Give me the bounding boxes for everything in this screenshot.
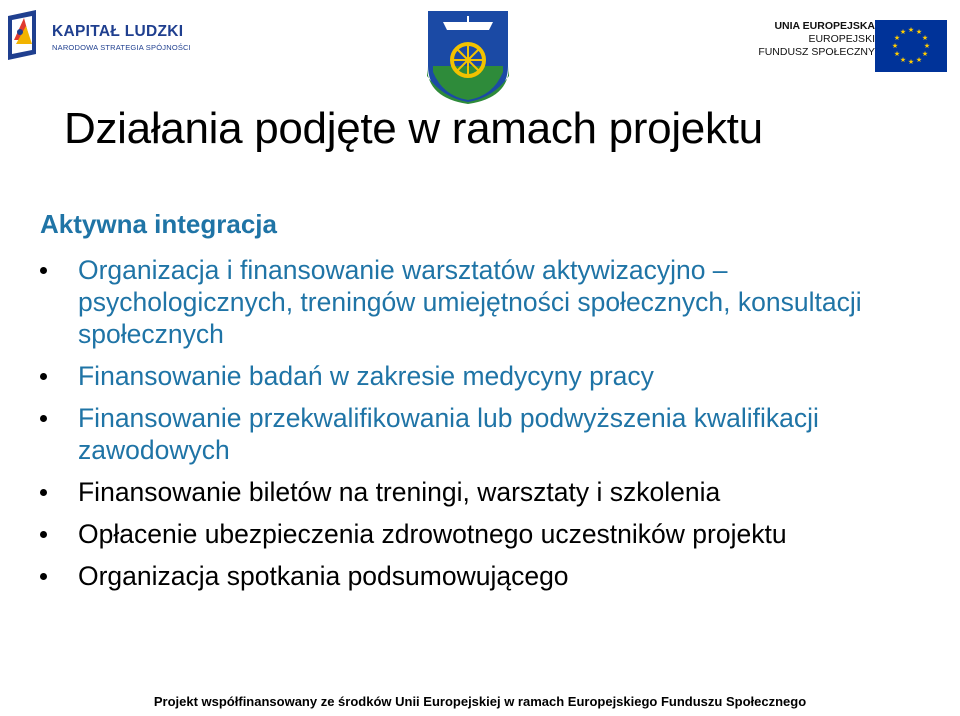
list-item xyxy=(40,402,920,466)
svg-text:★: ★ xyxy=(891,42,899,50)
svg-text:★: ★ xyxy=(921,34,929,42)
svg-text:★: ★ xyxy=(907,26,915,34)
svg-text:★: ★ xyxy=(915,56,923,64)
svg-text:★: ★ xyxy=(899,56,907,64)
kapital-ludzki-mark-icon xyxy=(6,10,46,60)
bullet-dot-icon xyxy=(40,573,47,580)
eu-logo-line1: UNIA EUROPEJSKA xyxy=(774,20,875,32)
bullet-dot-icon xyxy=(40,489,47,496)
list-item xyxy=(40,254,920,350)
svg-text:★: ★ xyxy=(923,42,931,50)
list-item xyxy=(40,560,920,592)
eu-logo xyxy=(745,6,955,70)
kapital-ludzki-logo xyxy=(6,8,191,64)
slide-title: Działania podjęte w ramach projektu xyxy=(64,104,763,153)
list-item-text: Finansowanie biletów na treningi, warsztaty i szkolenia xyxy=(78,477,721,507)
bullet-dot-icon xyxy=(40,415,47,422)
list-item xyxy=(40,518,920,550)
svg-text:★: ★ xyxy=(893,34,901,42)
list-item xyxy=(40,360,920,392)
list-item-text: Organizacja i finansowanie warsztatów aktywizacyjno – psychologicznych, treningów umiejętności społecznych, konsultacji społecznych xyxy=(78,255,862,349)
kapital-ludzki-title: KAPITAŁ LUDZKI xyxy=(52,23,184,40)
bullet-list xyxy=(40,254,920,602)
list-item-text: Organizacja spotkania podsumowującego xyxy=(78,561,569,591)
coat-of-arms-icon xyxy=(423,6,513,106)
bullet-dot-icon xyxy=(40,267,47,274)
svg-text:★: ★ xyxy=(907,58,915,66)
list-item-text: Opłacenie ubezpieczenia zdrowotnego uczestników projektu xyxy=(78,519,787,549)
kapital-ludzki-subtitle: NARODOWA STRATEGIA SPÓJNOŚCI xyxy=(52,43,191,52)
svg-text:★: ★ xyxy=(921,50,929,58)
eu-logo-line2: EUROPEJSKI xyxy=(808,33,875,45)
list-item-text: Finansowanie badań w zakresie medycyny pracy xyxy=(78,361,654,391)
bullet-dot-icon xyxy=(40,531,47,538)
svg-text:★: ★ xyxy=(893,50,901,58)
svg-text:★: ★ xyxy=(915,28,923,36)
list-item xyxy=(40,476,920,508)
svg-text:★: ★ xyxy=(899,28,907,36)
section-heading: Aktywna integracja xyxy=(40,209,277,239)
footer-text: Projekt współfinansowany ze środków Unii Europejskiej w ramach Europejskiego Funduszu Społecznego xyxy=(0,694,960,716)
list-item-text: Finansowanie przekwalifikowania lub podwyższenia kwalifikacji zawodowych xyxy=(78,403,819,465)
eu-flag-icon xyxy=(875,20,947,72)
eu-logo-line3: FUNDUSZ SPOŁECZNY xyxy=(758,46,875,58)
bullet-dot-icon xyxy=(40,373,47,380)
